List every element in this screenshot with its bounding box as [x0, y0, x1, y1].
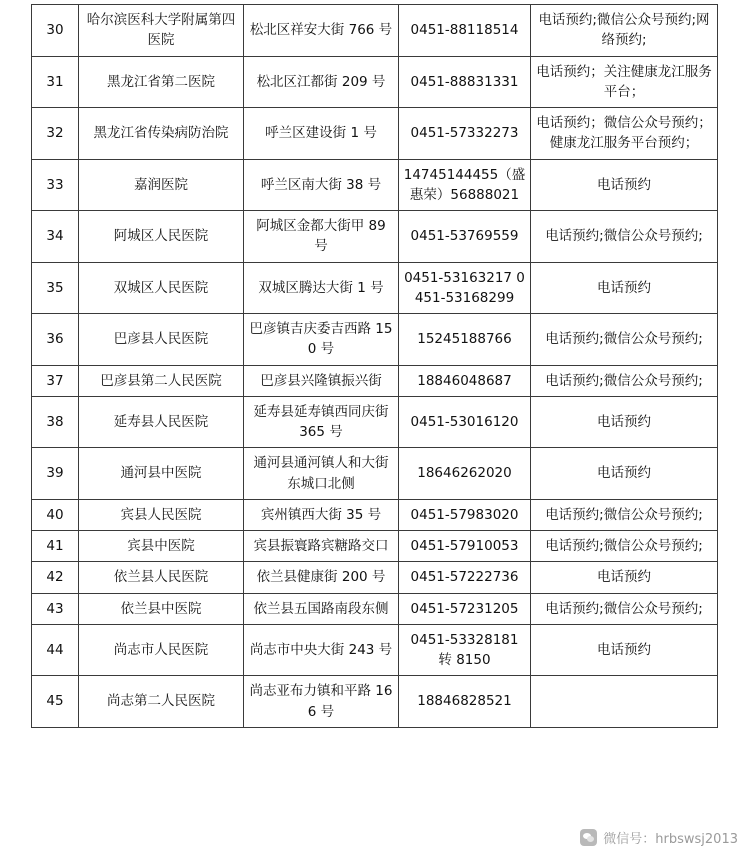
cell-hospital-name: 巴彦县人民医院 [79, 314, 244, 366]
table-row [32, 562, 718, 593]
cell-address: 宾县振寰路宾糖路交口 [244, 531, 399, 562]
cell-phone: 0451-53016120 [399, 396, 531, 448]
cell-phone: 0451-53769559 [399, 211, 531, 263]
table-row [32, 108, 718, 160]
cell-address: 依兰县健康街 200 号 [244, 562, 399, 593]
cell-hospital-name: 依兰县中医院 [79, 593, 244, 624]
cell-phone: 0451-57910053 [399, 531, 531, 562]
cell-address: 双城区腾达大街 1 号 [244, 262, 399, 314]
cell-address: 宾州镇西大街 35 号 [244, 499, 399, 530]
cell-index: 37 [32, 365, 79, 396]
cell-address: 松北区祥安大街 766 号 [244, 5, 399, 57]
cell-method: 电话预约 [531, 159, 718, 211]
table-row [32, 676, 718, 728]
cell-index: 30 [32, 5, 79, 57]
cell-index: 31 [32, 56, 79, 108]
cell-address: 尚志亚布力镇和平路 166 号 [244, 676, 399, 728]
table-row [32, 314, 718, 366]
cell-method: 电话预约 [531, 562, 718, 593]
cell-address: 依兰县五国路南段东侧 [244, 593, 399, 624]
wechat-icon [580, 829, 597, 846]
table-body [32, 5, 718, 728]
cell-phone: 18646262020 [399, 448, 531, 500]
cell-phone: 0451-88831331 [399, 56, 531, 108]
cell-method: 电话预约;微信公众号预约;网络预约; [531, 5, 718, 57]
cell-address: 松北区江都街 209 号 [244, 56, 399, 108]
cell-method: 电话预约;微信公众号预约; [531, 531, 718, 562]
cell-address: 巴彦县兴隆镇振兴街 [244, 365, 399, 396]
cell-hospital-name: 巴彦县第二人民医院 [79, 365, 244, 396]
hospital-appointment-table [31, 4, 718, 728]
cell-hospital-name: 黑龙江省传染病防治院 [79, 108, 244, 160]
table-row [32, 365, 718, 396]
cell-phone: 0451-53163217 0451-53168299 [399, 262, 531, 314]
cell-index: 45 [32, 676, 79, 728]
table-row [32, 211, 718, 263]
cell-index: 32 [32, 108, 79, 160]
table-row [32, 624, 718, 676]
cell-index: 35 [32, 262, 79, 314]
cell-hospital-name: 黑龙江省第二医院 [79, 56, 244, 108]
table-row [32, 531, 718, 562]
cell-address: 尚志市中央大街 243 号 [244, 624, 399, 676]
cell-method [531, 676, 718, 728]
table-row [32, 262, 718, 314]
cell-index: 42 [32, 562, 79, 593]
cell-method: 电话预约;微信公众号预约; [531, 365, 718, 396]
cell-index: 40 [32, 499, 79, 530]
cell-address: 巴彦镇吉庆委吉西路 150 号 [244, 314, 399, 366]
cell-hospital-name: 宾县人民医院 [79, 499, 244, 530]
cell-method: 电话预约;微信公众号预约; [531, 593, 718, 624]
cell-hospital-name: 哈尔滨医科大学附属第四医院 [79, 5, 244, 57]
cell-method: 电话预约；微信公众号预约；健康龙江服务平台预约； [531, 108, 718, 160]
cell-address: 呼兰区南大街 38 号 [244, 159, 399, 211]
cell-hospital-name: 嘉润医院 [79, 159, 244, 211]
table-row [32, 396, 718, 448]
cell-index: 36 [32, 314, 79, 366]
cell-phone: 0451-53328181 转 8150 [399, 624, 531, 676]
cell-phone: 0451-57231205 [399, 593, 531, 624]
cell-method: 电话预约 [531, 262, 718, 314]
table-row [32, 593, 718, 624]
cell-hospital-name: 双城区人民医院 [79, 262, 244, 314]
cell-phone: 0451-88118514 [399, 5, 531, 57]
cell-phone: 15245188766 [399, 314, 531, 366]
table-row [32, 56, 718, 108]
cell-method: 电话预约 [531, 396, 718, 448]
cell-method: 电话预约 [531, 624, 718, 676]
cell-address: 延寿县延寿镇西同庆街 365 号 [244, 396, 399, 448]
watermark [580, 828, 738, 847]
cell-method: 电话预约 [531, 448, 718, 500]
cell-hospital-name: 尚志市人民医院 [79, 624, 244, 676]
cell-hospital-name: 依兰县人民医院 [79, 562, 244, 593]
cell-index: 44 [32, 624, 79, 676]
cell-index: 41 [32, 531, 79, 562]
cell-address: 阿城区金都大街甲 89 号 [244, 211, 399, 263]
cell-phone: 14745144455（盛惠荣）56888021 [399, 159, 531, 211]
cell-index: 39 [32, 448, 79, 500]
cell-index: 34 [32, 211, 79, 263]
table-row [32, 499, 718, 530]
cell-hospital-name: 通河县中医院 [79, 448, 244, 500]
cell-method: 电话预约；关注健康龙江服务平台； [531, 56, 718, 108]
cell-hospital-name: 尚志第二人民医院 [79, 676, 244, 728]
cell-phone: 0451-57983020 [399, 499, 531, 530]
cell-method: 电话预约;微信公众号预约; [531, 499, 718, 530]
table-row [32, 159, 718, 211]
cell-index: 33 [32, 159, 79, 211]
cell-phone: 18846828521 [399, 676, 531, 728]
cell-phone: 0451-57222736 [399, 562, 531, 593]
cell-index: 38 [32, 396, 79, 448]
watermark-text: 微信号：hrbswsj2013 [603, 832, 738, 847]
cell-phone: 0451-57332273 [399, 108, 531, 160]
cell-method: 电话预约;微信公众号预约; [531, 314, 718, 366]
cell-index: 43 [32, 593, 79, 624]
cell-phone: 18846048687 [399, 365, 531, 396]
table-row [32, 448, 718, 500]
cell-address: 呼兰区建设街 1 号 [244, 108, 399, 160]
cell-hospital-name: 宾县中医院 [79, 531, 244, 562]
cell-hospital-name: 延寿县人民医院 [79, 396, 244, 448]
cell-address: 通河县通河镇人和大街东城口北侧 [244, 448, 399, 500]
table-row [32, 5, 718, 57]
cell-method: 电话预约;微信公众号预约; [531, 211, 718, 263]
cell-hospital-name: 阿城区人民医院 [79, 211, 244, 263]
